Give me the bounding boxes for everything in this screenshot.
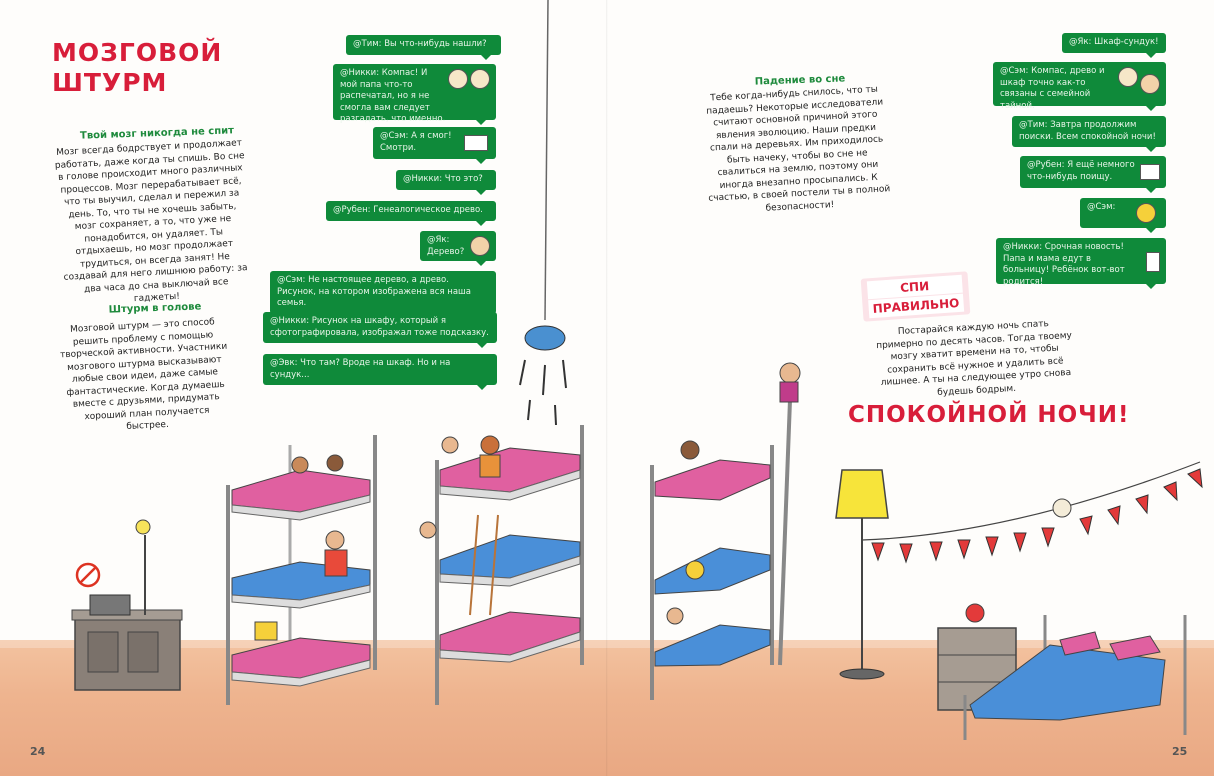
section-text-falling-in-sleep: Тебе когда-нибудь снилось, что ты падаешь? Некоторые исследователи считают основной причиной этого явления эволюцию. Наши предки спали на деревьях. Им приходилось быть начеку, чтобы во сне не свалиться на землю, поэтому они иногда внезапно просыпались. К счастью, в своей постели ты в полной безопасности!	[706, 84, 891, 214]
chat-text: @Никки: Что это?	[403, 174, 483, 184]
chat-bubble-7	[270, 271, 496, 314]
chat-bubble-8	[263, 312, 497, 343]
chat-bubble-r3	[1012, 116, 1166, 147]
left-nightstand	[72, 610, 182, 690]
chat-bubble-r5	[1080, 198, 1166, 228]
chat-bubble-r2	[993, 62, 1166, 111]
tree-icon	[1140, 74, 1160, 94]
chat-bubble-5	[326, 201, 496, 221]
page-number-right: 25	[1172, 745, 1188, 758]
chat-text: @Рубен: Я ещё немного что-нибудь поищу.	[1027, 160, 1135, 182]
compass-icon	[448, 69, 468, 89]
section-heading-storm-in-head: Штурм в голове	[108, 301, 202, 316]
chat-text: @Сэм: Компас, древо и шкаф точно как-то связаны с семейной тайной.	[1000, 66, 1105, 111]
bunk-bed-right	[652, 441, 772, 700]
sleepy-face-icon	[1136, 203, 1156, 223]
chat-bubble-3	[373, 127, 496, 159]
bunk-bed-middle	[420, 425, 582, 705]
bunk-bed-left	[228, 435, 375, 705]
chat-text: @Тим: Вы что-нибудь нашли?	[353, 39, 487, 49]
sleep-properly-label	[861, 271, 970, 321]
chat-text: @Як: Дерево?	[427, 235, 465, 257]
section-text-brain-never-sleeps: Мозг всегда бодрствует и продолжает работать, даже когда ты спишь. Во сне в голове происходит много различных процессов. Мозг перерабатывает всё, что ты выучил, сделал и пережил за день. То, что ты не хочешь забыть, мозг сохраняет, а то, что уже не понадобится, он удаляет. Ты отдыхаешь, но мозг продолжает трудиться, он всегда занят! Не создавай для него лишнюю работу: за два часа до сна выключай все гаджеты!	[54, 138, 248, 305]
chat-text: @Сэм: Не настоящее дерево, а древо. Рисунок, на котором изображена вся наша семья.	[277, 275, 472, 308]
bunting-flags	[862, 462, 1202, 562]
sleep-label-line1: СПИ	[867, 275, 963, 300]
chat-text: @Рубен: Генеалогическое древо.	[333, 205, 483, 215]
compass-icon	[1118, 67, 1138, 87]
chat-text: @Як: Шкаф-сундук!	[1069, 37, 1159, 47]
chat-bubble-9	[263, 354, 497, 385]
falling-child-figure	[780, 363, 800, 665]
chat-text: @Сэм: А я смог! Смотри.	[380, 131, 452, 153]
chat-text: @Сэм:	[1087, 202, 1116, 212]
laptop-icon	[1140, 164, 1160, 180]
chat-text: @Тим: Завтра продолжим поиски. Всем спокойной ночи!	[1019, 120, 1156, 142]
family-tree-icon	[464, 135, 488, 151]
goodnight-title: СПОКОЙНОЙ НОЧИ!	[848, 402, 1130, 428]
rain-cloud-icon	[520, 0, 566, 425]
avatar	[470, 236, 490, 256]
chat-bubble-r1	[1062, 33, 1166, 53]
sleep-properly-text: Постарайся каждую ночь спать примерно по десять часов. Тогда твоему мозгу хватит времени на то, чтобы сохранить всё нужное и удалить всё лишнее. А ты на следующее утро снова будешь бодрым.	[875, 319, 1073, 398]
left-desk-lamp-icon	[77, 520, 150, 615]
sleep-label-line2: ПРАВИЛЬНО	[868, 294, 964, 319]
floor-lamp-icon	[836, 470, 888, 679]
page-number-left: 24	[30, 745, 46, 758]
chat-text: @Эвк: Что там? Вроде на шкаф. Но и на сундук...	[270, 358, 451, 380]
chat-bubble-4	[396, 170, 496, 190]
chat-bubble-2	[333, 64, 496, 124]
chat-bubble-6	[420, 231, 496, 261]
chat-bubble-r4	[1020, 156, 1166, 188]
section-heading-brain-never-sleeps: Твой мозг никогда не спит	[79, 125, 235, 142]
chat-text: @Никки: Компас! И мой папа что-то распечатал, но я не смогла вам следует разгадать, что именно.	[340, 68, 446, 124]
page-title: МОЗГОВОЙ ШТУРМ	[52, 38, 223, 97]
section-heading-falling-in-sleep: Падение во сне	[754, 73, 846, 88]
section-text-storm-in-head: Мозговой штурм — это способ решить проблему с помощью творческой активности. Участники мозгового штурма высказывают любые свои идеи, даже самые фантастические. Когда думаешь вместе с друзьями, придумать хороший план получается быстрее.	[59, 317, 228, 433]
bottle-icon	[1146, 252, 1160, 272]
chat-bubble-1	[346, 35, 501, 55]
compass-icon	[470, 69, 490, 89]
chat-text: @Никки: Срочная новость! Папа и мама едут в больницу! Ребёнок вот-вот родится!	[1003, 242, 1125, 287]
chat-bubble-r6	[996, 238, 1166, 287]
chat-text: @Никки: Рисунок на шкафу, который я сфотографировала, изображал тоже подсказку.	[270, 316, 489, 338]
